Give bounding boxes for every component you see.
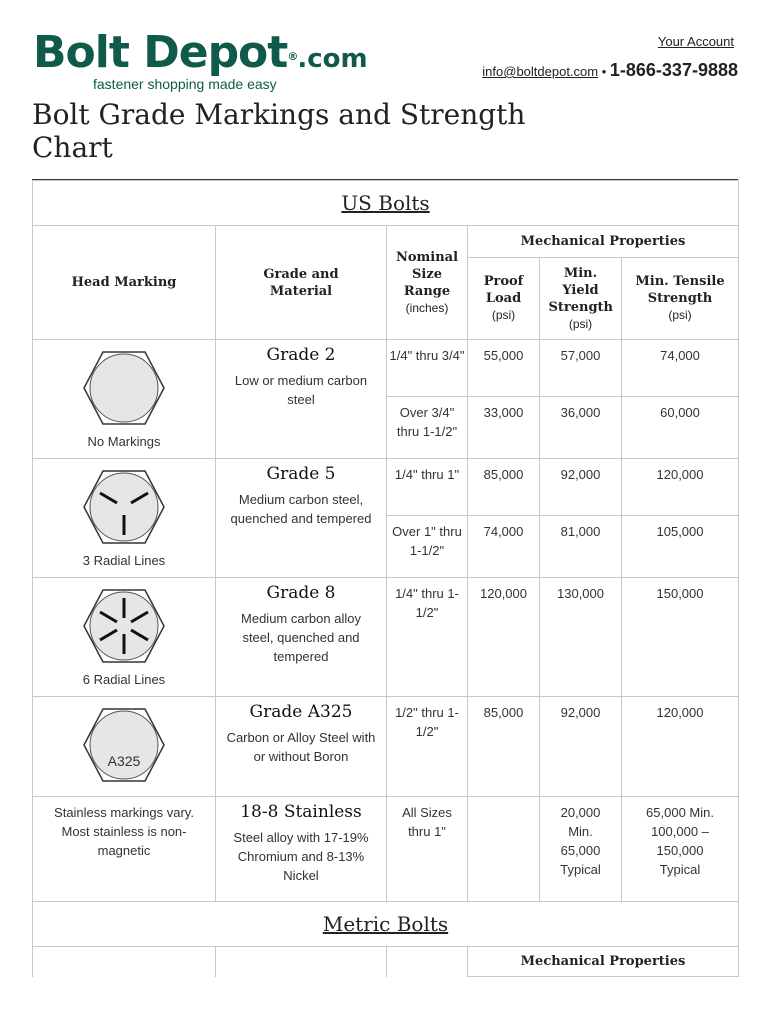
yield-strength: 57,000	[540, 340, 622, 397]
proof-load: 85,000	[468, 697, 540, 797]
grade-name: 18-8 Stainless	[240, 802, 362, 822]
yield-strength: 92,000	[540, 697, 622, 797]
a325-head-text: A325	[107, 753, 141, 769]
size-range: 1/2" thru 1-1/2"	[387, 697, 468, 797]
grade-material-header-text: Grade and Material	[263, 266, 339, 299]
grade-name: Grade 8	[266, 583, 336, 603]
logo-wordmark	[33, 27, 368, 82]
size-range: Over 3/4" thru 1-1/2"	[387, 397, 468, 459]
grade-cell	[216, 797, 387, 902]
logo[interactable]	[33, 27, 368, 92]
size-range: 1/4" thru 1-1/2"	[387, 578, 468, 697]
proof-load: 33,000	[468, 397, 540, 459]
metric-header-cell	[33, 947, 216, 977]
grade-name: Grade 5	[266, 464, 336, 484]
grade-description: Low or medium carbon steel	[234, 373, 368, 407]
tensile-strength: 105,000	[622, 516, 739, 578]
size-range	[387, 797, 468, 902]
head-marking-grade-2	[33, 340, 216, 459]
phone-number[interactable]: 1-866-337-9888	[609, 60, 738, 80]
hex-head-3-lines-icon	[82, 465, 166, 549]
head-marking-grade-8	[33, 578, 216, 697]
grade-cell	[216, 697, 387, 797]
yield-strength	[540, 797, 622, 902]
yield-strength: 36,000	[540, 397, 622, 459]
marking-label: 6 Radial Lines	[82, 672, 166, 687]
tensile-strength: 60,000	[622, 397, 739, 459]
hex-head-a325-icon	[82, 703, 166, 787]
grade-description: Medium carbon alloy steel, quenched and tempered	[241, 611, 361, 664]
grade-description: Medium carbon steel, quenched and tempered	[230, 492, 372, 526]
page-title: Bolt Grade Markings and Strength Chart	[32, 98, 526, 164]
size-range: Over 1" thru 1-1/2"	[387, 516, 468, 578]
yield-strength: 81,000	[540, 516, 622, 578]
mechanical-properties-header: Mechanical Properties	[468, 226, 739, 258]
yield-strength-text: 20,000 Min. 65,000 Typical	[560, 805, 601, 877]
marking-label: 3 Radial Lines	[82, 553, 166, 568]
tensile-strength: 150,000	[622, 578, 739, 697]
logo-suffix: .com	[297, 44, 368, 74]
tensile-strength: 120,000	[622, 697, 739, 797]
grade-name: Grade A325	[249, 702, 353, 722]
tensile-strength-unit: (psi)	[668, 308, 692, 322]
marking-label: No Markings	[87, 434, 161, 449]
nominal-size-unit: (inches)	[405, 300, 449, 315]
head-marking-stainless	[33, 797, 216, 902]
nominal-size-header	[387, 226, 468, 340]
proof-load	[468, 797, 540, 902]
hex-head-plain-icon	[82, 346, 166, 430]
tensile-strength	[622, 797, 739, 902]
proof-load: 55,000	[468, 340, 540, 397]
metric-mechanical-properties-header: Mechanical Properties	[468, 947, 739, 977]
head-marking-grade-5	[33, 459, 216, 578]
tensile-strength: 120,000	[622, 459, 739, 516]
proof-load: 120,000	[468, 578, 540, 697]
size-range: 1/4" thru 1"	[387, 459, 468, 516]
metric-header-cell	[216, 947, 387, 977]
yield-strength: 130,000	[540, 578, 622, 697]
metric-bolts-title: Metric Bolts	[33, 902, 739, 947]
grade-cell	[216, 340, 387, 459]
hex-head-6-lines-icon	[82, 584, 166, 668]
yield-strength-header-text: Min. Yield Strength	[548, 265, 614, 315]
proof-load-header	[468, 258, 540, 340]
logo-text: Bolt Depot	[33, 27, 288, 78]
tensile-strength-header	[622, 258, 739, 340]
proof-load: 74,000	[468, 516, 540, 578]
proof-load: 85,000	[468, 459, 540, 516]
proof-load-header-text: Proof Load	[483, 274, 524, 306]
us-bolts-title: US Bolts	[33, 181, 739, 226]
your-account-link[interactable]: Your Account	[657, 34, 734, 49]
head-marking-a325	[33, 697, 216, 797]
metric-header-cell	[387, 947, 468, 977]
head-marking-header: Head Marking	[33, 226, 216, 340]
yield-strength-header	[540, 258, 622, 340]
yield-strength-unit: (psi)	[568, 316, 593, 331]
grade-cell	[216, 459, 387, 578]
tensile-strength-header-text: Min. Tensile Strength	[635, 274, 725, 306]
proof-load-unit: (psi)	[491, 308, 516, 322]
grade-material-header	[216, 226, 387, 340]
tensile-strength-text: 65,000 Min. 100,000 – 150,000 Typical	[646, 805, 714, 877]
bolt-grade-table	[32, 180, 739, 977]
grade-name: Grade 2	[266, 345, 336, 365]
marking-label: Stainless markings vary. Most stainless is non-magnetic	[54, 805, 194, 858]
grade-description: Carbon or Alloy Steel with or without Boron	[226, 730, 376, 764]
contact-info	[482, 60, 738, 81]
grade-cell	[216, 578, 387, 697]
contact-separator: •	[598, 64, 610, 79]
email-link[interactable]: info@boltdepot.com	[482, 64, 599, 79]
yield-strength: 92,000	[540, 459, 622, 516]
logo-tagline: fastener shopping made easy	[93, 76, 277, 92]
nominal-size-header-text: Nominal Size Range	[395, 249, 459, 299]
size-range: 1/4" thru 3/4"	[387, 340, 468, 397]
registered-mark: ®	[287, 50, 298, 63]
grade-description: Steel alloy with 17-19% Chromium and 8-13% Nickel	[233, 830, 369, 883]
size-range-text: All Sizes thru 1"	[402, 805, 452, 839]
tensile-strength: 74,000	[622, 340, 739, 397]
